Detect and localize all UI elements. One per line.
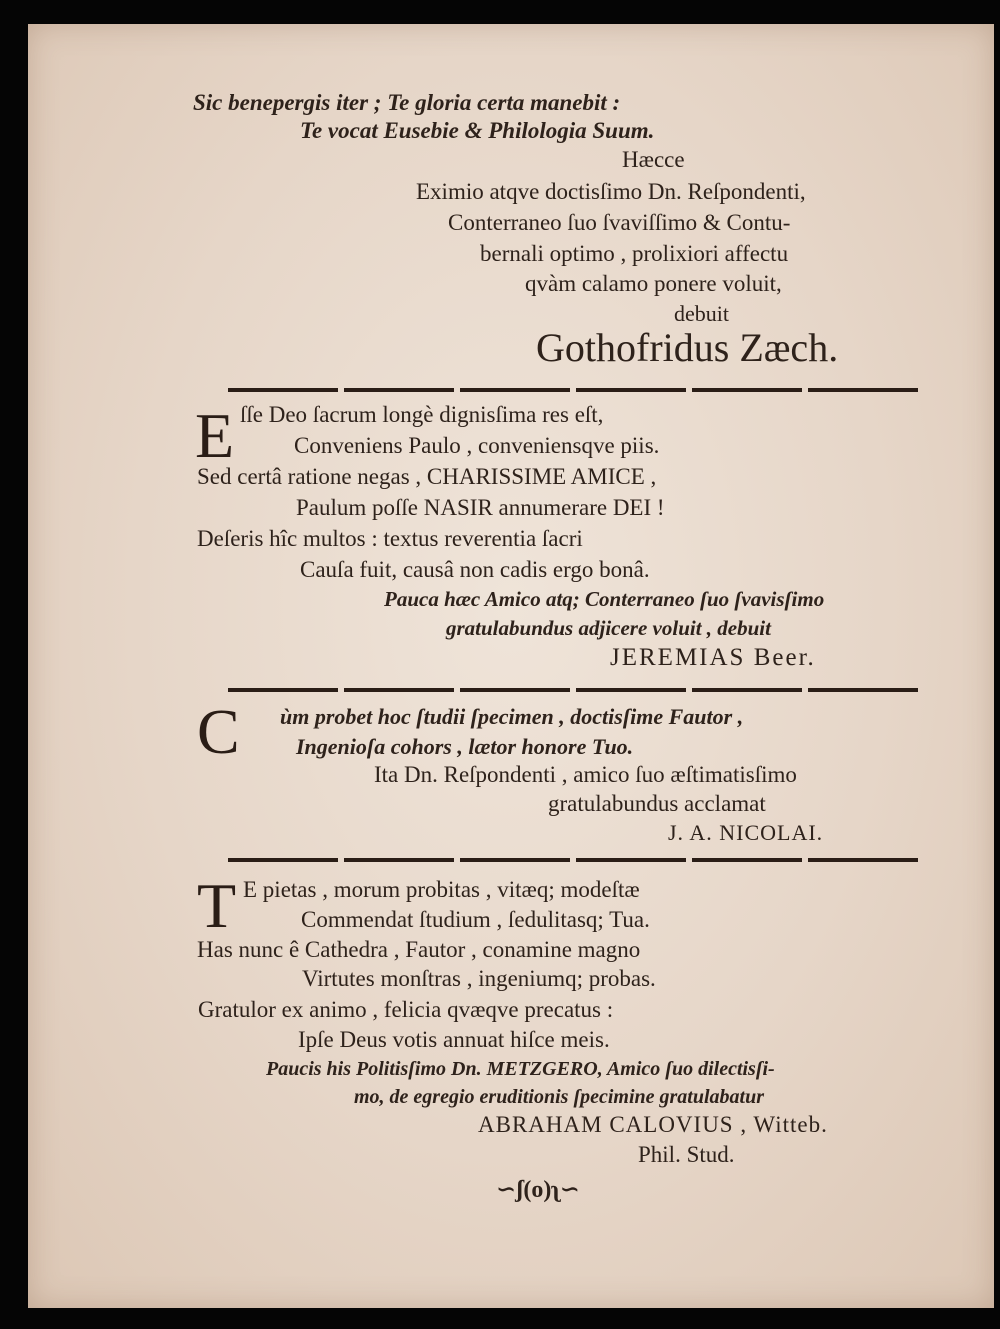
poem4-line-1: E pietas , morum probitas , vitæq; modeſtæ <box>243 877 640 902</box>
poem2-line-5: Deſeris hîc multos : textus reverentia ſacri <box>197 526 583 551</box>
poem2-dedication-2: gratulabundus adjicere voluit , debuit <box>446 616 771 640</box>
page-sheet <box>28 24 994 1308</box>
poem4-dedication-1: Paucis his Politisſimo Dn. METZGERO, Amico ſuo dilectisſi- <box>266 1058 775 1080</box>
poem2-line-1: ſſe Deo ſacrum longè dignisſima res eſt, <box>240 402 604 427</box>
poem3-dedication-1: Ita Dn. Reſpondenti , amico ſuo æſtimatisſimo <box>374 762 797 787</box>
poem4-line-6: Ipſe Deus votis annuat hiſce meis. <box>298 1027 610 1052</box>
poem3-line-1: ùm probet hoc ſtudii ſpecimen , doctisſime Fautor , <box>280 704 744 729</box>
poem3-line-2: Ingenioſa cohors , lætor honore Tuo. <box>296 734 634 759</box>
poem1-dedication-1: Hæcce <box>622 147 685 172</box>
poem2-line-6: Cauſa fuit, causâ non cadis ergo bonâ. <box>300 557 650 582</box>
poem2-line-4: Paulum poſſe NASIR annumerare DEI ! <box>296 495 665 520</box>
poem1-line-1: Sic benepergis iter ; Te gloria certa manebit : <box>193 90 621 115</box>
poem4-line-5: Gratulor ex animo , felicia qvæqve precatus : <box>198 997 614 1022</box>
section-divider <box>228 688 924 692</box>
section-divider <box>228 388 924 392</box>
poem3-dedication-2: gratulabundus acclamat <box>548 791 766 816</box>
poem4-initial: T <box>197 870 237 941</box>
poem2-dedication-1: Pauca hæc Amico atq; Conterraneo ſuo ſvavisſimo <box>384 587 825 611</box>
poem3-signature: J. A. NICOLAI. <box>668 820 824 845</box>
poem2-line-3: Sed certâ ratione negas , CHARISSIME AMICE , <box>197 464 657 489</box>
poem1-dedication-5: qvàm calamo ponere voluit, <box>525 271 782 296</box>
tailpiece-ornament: ∽ʃ(o)ʅ∽ <box>496 1177 580 1203</box>
poem1-dedication-3: Conterraneo ſuo ſvaviſſimo & Contu- <box>448 210 791 235</box>
poem1-dedication-2: Eximio atqve doctisſimo Dn. Reſpondenti, <box>416 179 806 204</box>
poem4-signature: ABRAHAM CALOVIUS , Witteb. <box>478 1112 828 1137</box>
poem4-dedication-2: mo, de egregio eruditionis ſpecimine gratulabatur <box>354 1086 765 1108</box>
poem4-line-4: Virtutes monſtras , ingeniumq; probas. <box>302 966 656 991</box>
poem1-signature: Gothofridus Zæch. <box>536 325 839 370</box>
poem1-line-2: Te vocat Eusebie & Philologia Suum. <box>300 118 655 143</box>
poem1-dedication-6: debuit <box>674 301 729 326</box>
poem4-signature-sub: Phil. Stud. <box>638 1142 735 1167</box>
section-divider <box>228 858 924 862</box>
poem3-initial: C <box>197 696 240 767</box>
poem1-dedication-4: bernali optimo , prolixiori affectu <box>480 241 789 266</box>
poem2-initial: E <box>195 400 235 471</box>
poem4-line-2: Commendat ſtudium , ſedulitasq; Tua. <box>301 907 650 932</box>
poem2-line-2: Conveniens Paulo , conveniensqve piis. <box>294 433 660 458</box>
poem4-line-3: Has nunc ê Cathedra , Fautor , conamine magno <box>197 937 641 962</box>
poem2-signature: JEREMIAS Beer. <box>610 644 816 671</box>
